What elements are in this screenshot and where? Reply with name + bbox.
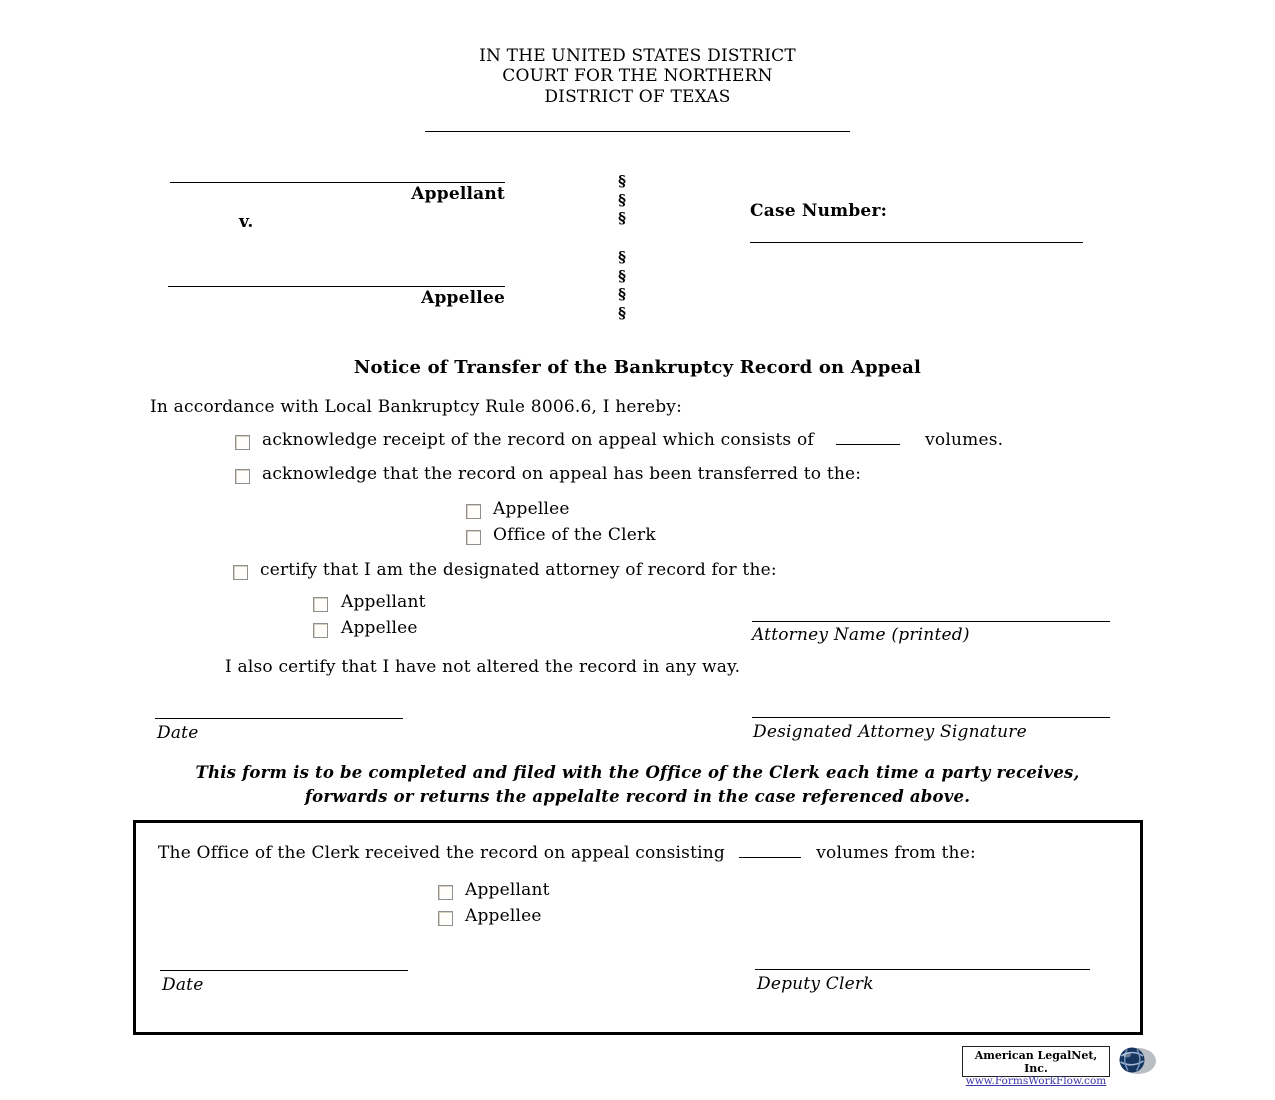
section-symbols-top	[612, 172, 632, 228]
section-symbol: §	[618, 248, 626, 266]
item-certify-attorney: certify that I am the designated attorney of record for the:	[260, 560, 777, 580]
checkbox-acknowledge-receipt[interactable]	[235, 435, 250, 450]
clerk-date-label: Date	[162, 975, 204, 995]
item-acknowledge-receipt	[262, 430, 1003, 450]
item1-text-pre: acknowledge receipt of the record on appeal which consists of	[262, 430, 814, 450]
section-symbol: §	[618, 190, 626, 209]
clerk-text-pre: The Office of the Clerk received the record on appeal consisting	[158, 843, 725, 863]
attorney-for-appellant-label: Appellant	[341, 592, 426, 612]
court-division-field[interactable]	[425, 131, 850, 132]
section-symbol: §	[618, 266, 626, 285]
transfer-appellee-label: Appellee	[493, 499, 570, 519]
date-field[interactable]	[155, 718, 403, 719]
case-number-field[interactable]	[750, 242, 1083, 243]
globe-logo-icon	[1112, 1045, 1158, 1076]
clerk-date-field[interactable]	[160, 970, 408, 971]
item-acknowledge-transfer: acknowledge that the record on appeal has been transferred to the:	[262, 464, 862, 484]
section-symbol: §	[618, 209, 626, 227]
appellee-name-field[interactable]	[168, 286, 505, 287]
form-intro: In accordance with Local Bankruptcy Rule 8006.6, I hereby:	[150, 397, 683, 417]
checkbox-acknowledge-transfer[interactable]	[235, 469, 250, 484]
attorney-signature-field[interactable]	[752, 717, 1110, 718]
appellee-label: Appellee	[421, 288, 505, 308]
volumes-count-field[interactable]	[836, 430, 900, 445]
filing-note-line-1: This form is to be completed and filed with the Office of the Clerk each time a party receives,	[195, 763, 1080, 782]
vendor-website-link[interactable]: www.FormsWorkFlow.com	[965, 1075, 1107, 1087]
appellant-name-field[interactable]	[170, 182, 505, 183]
checkbox-attorney-for-appellant[interactable]	[313, 597, 328, 612]
section-symbol: §	[618, 303, 626, 322]
checkbox-transfer-appellee[interactable]	[466, 504, 481, 519]
appellant-label: Appellant	[411, 184, 505, 204]
court-name-line-2: COURT FOR THE NORTHERN	[502, 66, 773, 86]
checkbox-received-from-appellant[interactable]	[438, 885, 453, 900]
section-symbol: §	[618, 172, 626, 190]
versus-label: v.	[239, 212, 254, 232]
filing-note-line-2: forwards or returns the appelalte record in the case referenced above.	[304, 787, 971, 806]
deputy-clerk-signature-field[interactable]	[755, 969, 1090, 970]
checkbox-attorney-for-appellee[interactable]	[313, 623, 328, 638]
attorney-name-field[interactable]	[752, 621, 1110, 622]
deputy-clerk-label: Deputy Clerk	[757, 974, 874, 994]
date-label: Date	[157, 723, 199, 743]
transfer-office-of-clerk-label: Office of the Clerk	[493, 525, 656, 545]
court-name-line-3: DISTRICT OF TEXAS	[544, 87, 731, 107]
checkbox-received-from-appellee[interactable]	[438, 911, 453, 926]
section-symbols-bottom	[612, 248, 632, 322]
case-number-label: Case Number:	[750, 201, 888, 221]
clerk-text-post: volumes from the:	[816, 843, 976, 863]
form-title: Notice of Transfer of the Bankruptcy Record on Appeal	[353, 357, 922, 378]
item1-text-post: volumes.	[925, 430, 1004, 450]
vendor-box	[962, 1046, 1110, 1087]
received-from-appellant-label: Appellant	[465, 880, 550, 900]
clerk-volumes-count-field[interactable]	[739, 843, 801, 858]
checkbox-certify-attorney[interactable]	[233, 565, 248, 580]
attorney-for-appellee-label: Appellee	[341, 618, 418, 638]
clerk-receipt-sentence	[158, 843, 976, 863]
vendor-company-name: American LegalNet, Inc.	[974, 1049, 1098, 1075]
attorney-signature-label: Designated Attorney Signature	[753, 722, 1027, 742]
section-symbol: §	[618, 285, 626, 303]
checkbox-transfer-office-of-clerk[interactable]	[466, 530, 481, 545]
certify-no-alteration-text: I also certify that I have not altered the record in any way.	[225, 657, 741, 677]
attorney-name-label: Attorney Name (printed)	[752, 625, 970, 645]
court-name-line-1: IN THE UNITED STATES DISTRICT	[479, 46, 796, 66]
received-from-appellee-label: Appellee	[465, 906, 542, 926]
